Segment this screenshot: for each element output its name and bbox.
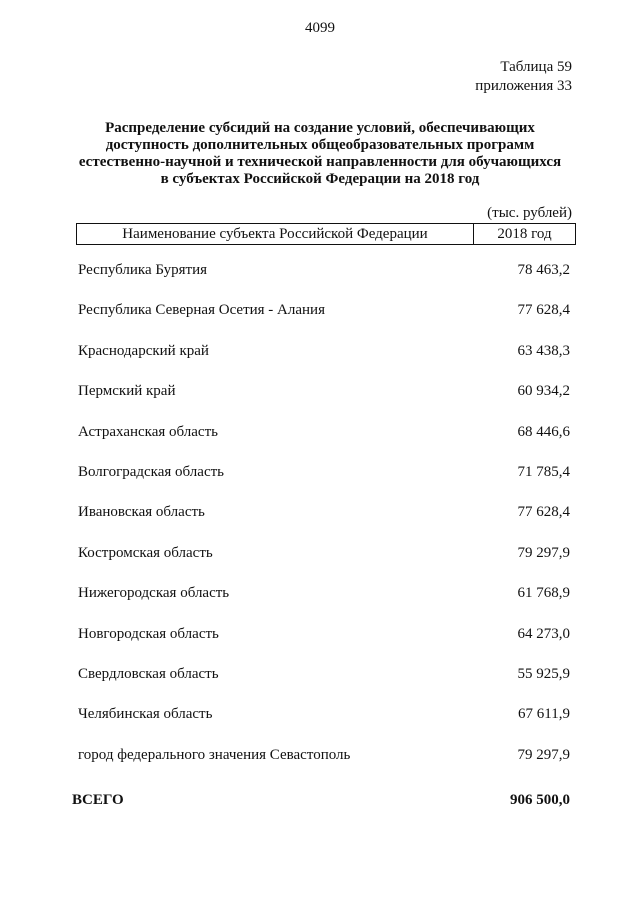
row-value: 68 446,6 (517, 423, 570, 440)
row-value: 77 628,4 (517, 302, 570, 319)
row-value: 77 628,4 (517, 504, 570, 521)
row-value: 79 297,9 (517, 544, 570, 561)
row-subject-name: Республика Бурятия (78, 262, 208, 278)
row-subject-name: Республика Северная Осетия - Алания (78, 302, 325, 319)
title-line-3: естественно-научной и технической направленности для обучающихся (78, 154, 562, 170)
table-row (78, 464, 570, 504)
table-row (78, 424, 570, 464)
header-subject-name: Наименование субъекта Российской Федерации (77, 224, 474, 244)
table-number: Таблица 59 (500, 59, 572, 75)
table-row (78, 504, 570, 544)
row-value: 55 925,9 (517, 665, 570, 682)
row-subject-name: Свердловская область (78, 665, 219, 682)
total-value: 906 500,0 (510, 792, 570, 808)
table-body (78, 262, 570, 787)
table-row (78, 262, 570, 302)
row-subject-name: Новгородская область (78, 625, 219, 642)
table-row (78, 302, 570, 342)
table-row (78, 545, 570, 585)
row-subject-name: Пермский край (78, 383, 176, 400)
row-value: 61 768,9 (517, 585, 570, 602)
row-subject-name: Челябинская область (78, 706, 213, 723)
table-row (78, 585, 570, 625)
header-year: 2018 год (497, 226, 552, 242)
page-number: 4099 (305, 20, 335, 36)
units-label: (тыс. рублей) (487, 205, 572, 221)
document-title (60, 120, 580, 188)
table-header (76, 223, 576, 245)
row-value: 63 438,3 (517, 342, 570, 359)
row-value: 64 273,0 (517, 625, 570, 642)
row-subject-name: Волгоградская область (78, 463, 224, 480)
row-subject-name: Ивановская область (78, 504, 205, 521)
table-row (78, 747, 570, 787)
table-row (78, 666, 570, 706)
row-value: 60 934,2 (517, 383, 570, 400)
appendix-number: приложения 33 (475, 78, 572, 94)
row-value: 79 297,9 (517, 746, 570, 763)
row-subject-name: Краснодарский край (78, 342, 209, 359)
row-subject-name: Нижегородская область (78, 585, 230, 602)
row-subject-name: Астраханская область (78, 423, 218, 440)
table-reference (475, 58, 572, 96)
row-value: 78 463,2 (517, 262, 570, 278)
title-line-2: доступность дополнительных общеобразовательных программ (105, 137, 535, 153)
table-row (78, 626, 570, 666)
row-value: 71 785,4 (517, 463, 570, 480)
total-row (72, 792, 570, 809)
table-row (78, 706, 570, 746)
row-value: 67 611,9 (518, 706, 570, 723)
title-line-4: в субъектах Российской Федерации на 2018 год (160, 171, 480, 187)
table-row (78, 383, 570, 423)
row-subject-name: Костромская область (78, 544, 213, 561)
row-subject-name: город федерального значения Севастополь (78, 746, 351, 763)
total-label: ВСЕГО (72, 792, 124, 808)
title-line-1: Распределение субсидий на создание условий, обеспечивающих (105, 120, 535, 136)
table-row (78, 343, 570, 383)
